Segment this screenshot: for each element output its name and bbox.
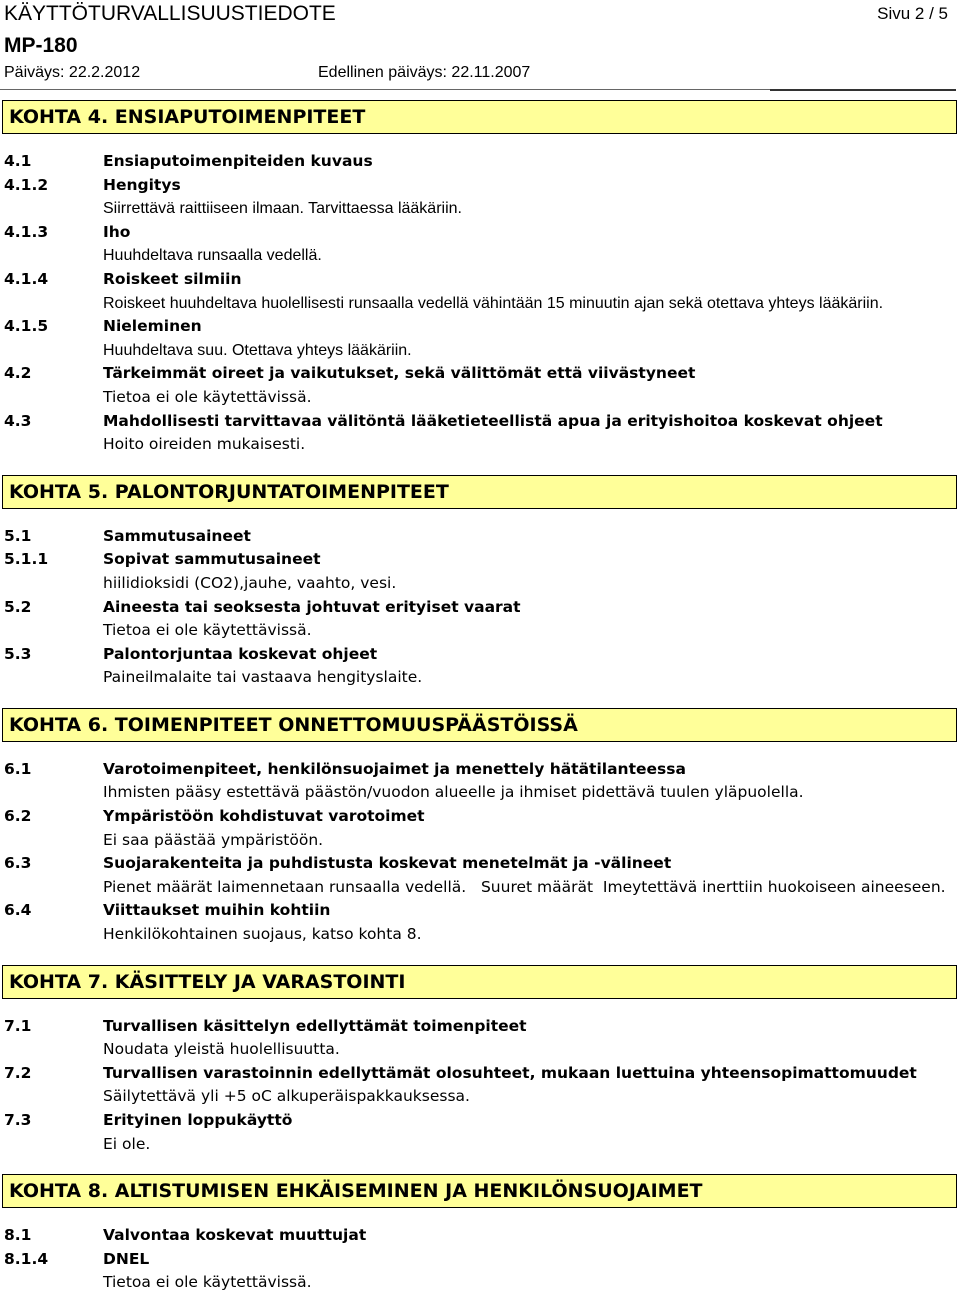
item-number: 8.1: [4, 1226, 32, 1245]
item-number: 7.2: [4, 1063, 32, 1082]
item-body: Noudata yleistä huolellisuutta.: [103, 1040, 340, 1059]
item-title: Turvallisen käsittelyn edellyttämät toimenpiteet: [103, 1016, 527, 1035]
indent: [0, 829, 103, 853]
section-items: [0, 999, 960, 1157]
item-body-row: [0, 572, 960, 596]
item-title: Mahdollisesti tarvittavaa välitöntä lääketieteellistä apua ja erityishoitoa koskevat ohjeet: [103, 411, 883, 430]
indent: [0, 339, 103, 363]
item-number: 6.2: [4, 807, 32, 826]
item-body-row: [0, 1133, 960, 1157]
item-body: Säilytettävä yli +5 oC alkuperäispakkauksessa.: [103, 1087, 470, 1106]
item-number: 6.1: [4, 759, 32, 778]
indent: [0, 1133, 103, 1157]
item-number: 6.3: [4, 854, 32, 873]
item-title: Hengitys: [103, 175, 181, 194]
item-heading-row: [0, 221, 960, 245]
item-title: Nieleminen: [103, 317, 202, 336]
section: [0, 100, 960, 457]
item-heading-row: [0, 1224, 960, 1248]
item-body: Huuhdeltava suu. Otettava yhteys lääkäriin.: [103, 341, 412, 359]
item-number: 5.2: [4, 597, 32, 616]
item-title: Sammutusaineet: [103, 526, 251, 545]
item-body-row: [0, 1085, 960, 1109]
item-number: 4.1: [4, 152, 32, 170]
item-heading-row: [0, 1109, 960, 1133]
item-body: Tietoa ei ole käytettävissä.: [103, 621, 312, 640]
section-heading: KOHTA 6. TOIMENPITEET ONNETTOMUUSPÄÄSTÖISSÄ: [2, 708, 957, 742]
item-body-row: [0, 781, 960, 805]
item-body-row: [0, 876, 960, 900]
item-heading-row: [0, 150, 960, 174]
section: [0, 965, 960, 1157]
indent: [0, 386, 103, 410]
item-title: Ympäristöön kohdistuvat varotoimet: [103, 807, 425, 826]
item-number: 4.1.5: [4, 317, 49, 336]
item-number: 4.1.4: [4, 269, 49, 288]
indent: [0, 666, 103, 690]
item-number: 6.4: [4, 901, 32, 920]
section-heading: KOHTA 8. ALTISTUMISEN EHKÄISEMINEN JA HENKILÖNSUOJAIMET: [2, 1174, 957, 1208]
item-heading-row: [0, 174, 960, 198]
item-body-row: [0, 1038, 960, 1062]
indent: [0, 781, 103, 805]
item-heading-row: [0, 899, 960, 923]
indent: [0, 923, 103, 947]
item-heading-row: [0, 1015, 960, 1039]
item-number: 4.1.3: [4, 222, 49, 241]
section-heading: KOHTA 4. ENSIAPUTOIMENPITEET: [2, 100, 957, 134]
item-body: Roiskeet huuhdeltava huolellisesti runsaalla vedellä vähintään 15 minuutin ajan sekä otettava yhteys lääkäriin.: [103, 294, 884, 312]
item-number: 4.3: [4, 411, 32, 430]
item-body-row: [0, 619, 960, 643]
item-body-row: [0, 244, 960, 268]
item-number: 4.2: [4, 364, 32, 383]
item-body-row: [0, 197, 960, 221]
item-body: Paineilmalaite tai vastaava hengityslaite.: [103, 668, 423, 687]
section: [0, 1174, 960, 1295]
item-heading-row: [0, 410, 960, 434]
item-body-row: [0, 386, 960, 410]
item-body-row: [0, 339, 960, 363]
indent: [0, 1038, 103, 1062]
item-number: 5.3: [4, 644, 32, 663]
item-heading-row: [0, 805, 960, 829]
item-body: Tietoa ei ole käytettävissä.: [103, 387, 312, 406]
item-body-row: [0, 923, 960, 947]
item-body: Pienet määrät laimennetaan runsaalla vedellä. Suuret määrät Imeytettävä inerttiin huokoiseen aineeseen.: [103, 877, 946, 896]
item-heading-row: [0, 362, 960, 386]
item-number: 7.1: [4, 1016, 32, 1035]
item-heading-row: [0, 643, 960, 667]
item-number: 5.1: [4, 526, 32, 545]
indent: [0, 197, 103, 221]
item-title: Aineesta tai seoksesta johtuvat erityiset vaarat: [103, 597, 521, 616]
indent: [0, 433, 103, 457]
item-title: Varotoimenpiteet, henkilönsuojaimet ja menettely hätätilanteessa: [103, 759, 686, 778]
item-body: Ei saa päästää ympäristöön.: [103, 830, 324, 849]
item-body-row: [0, 829, 960, 853]
indent: [0, 244, 103, 268]
item-number: 5.1.1: [4, 550, 49, 569]
item-body: Siirrettävä raittiiseen ilmaan. Tarvittaessa lääkäriin.: [103, 200, 462, 218]
document-title: KÄYTTÖTURVALLISUUSTIEDOTE: [4, 2, 336, 25]
item-title: Tärkeimmät oireet ja vaikutukset, sekä välittömät että viivästyneet: [103, 364, 696, 383]
item-number: 7.3: [4, 1111, 32, 1129]
item-title: Suojarakenteita ja puhdistusta koskevat menetelmät ja -välineet: [103, 854, 672, 873]
section-items: [0, 134, 960, 457]
item-heading-row: [0, 1248, 960, 1272]
product-code: MP-180: [4, 34, 78, 57]
item-body: Ei ole.: [103, 1134, 151, 1153]
item-body-row: [0, 433, 960, 457]
item-heading-row: [0, 315, 960, 339]
item-heading-row: [0, 852, 960, 876]
item-title: Viittaukset muihin kohtiin: [103, 901, 331, 920]
item-heading-row: [0, 268, 960, 292]
item-heading-row: [0, 596, 960, 620]
item-number: 8.1.4: [4, 1249, 49, 1268]
item-title: Valvontaa koskevat muuttujat: [103, 1226, 367, 1245]
header-divider-accent: [770, 89, 956, 91]
item-title: Sopivat sammutusaineet: [103, 550, 321, 569]
issue-date: Päiväys: 22.2.2012: [4, 64, 141, 81]
document-body: [0, 100, 960, 1313]
item-title: Erityinen loppukäyttö: [103, 1111, 293, 1129]
item-body: Ihmisten pääsy estettävä päästön/vuodon alueelle ja ihmiset pidettävä tuulen yläpuolella.: [103, 783, 804, 802]
section-heading: KOHTA 7. KÄSITTELY JA VARASTOINTI: [2, 965, 957, 999]
item-heading-row: [0, 548, 960, 572]
item-body-row: [0, 292, 960, 316]
item-body: Huuhdeltava runsaalla vedellä.: [103, 247, 322, 265]
indent: [0, 1271, 103, 1295]
indent: [0, 572, 103, 596]
item-title: Ensiaputoimenpiteiden kuvaus: [103, 152, 373, 170]
section-heading: KOHTA 5. PALONTORJUNTATOIMENPITEET: [2, 475, 957, 509]
item-title: Roiskeet silmiin: [103, 269, 242, 288]
item-title: DNEL: [103, 1249, 150, 1268]
item-heading-row: [0, 758, 960, 782]
item-title: Iho: [103, 222, 131, 241]
item-body-row: [0, 666, 960, 690]
indent: [0, 876, 103, 900]
section: [0, 708, 960, 947]
indent: [0, 292, 103, 316]
section-items: [0, 742, 960, 947]
section-items: [0, 509, 960, 690]
item-body-row: [0, 1271, 960, 1295]
item-heading-row: [0, 525, 960, 549]
item-title: Palontorjuntaa koskevat ohjeet: [103, 644, 378, 663]
item-body: Tietoa ei ole käytettävissä.: [103, 1273, 312, 1292]
section-items: [0, 1208, 960, 1295]
section: [0, 475, 960, 690]
item-number: 4.1.2: [4, 175, 49, 194]
indent: [0, 1085, 103, 1109]
item-body: Hoito oireiden mukaisesti.: [103, 435, 306, 454]
item-heading-row: [0, 1062, 960, 1086]
item-body: hiilidioksidi (CO2),jauhe, vaahto, vesi.: [103, 573, 397, 592]
item-body: Henkilökohtainen suojaus, katso kohta 8.: [103, 925, 422, 944]
item-title: Turvallisen varastoinnin edellyttämät olosuhteet, mukaan luettuina yhteensopimattomuudet: [103, 1063, 917, 1082]
previous-date: Edellinen päiväys: 22.11.2007: [318, 64, 531, 81]
indent: [0, 619, 103, 643]
page-number: Sivu 2 / 5: [877, 4, 948, 23]
